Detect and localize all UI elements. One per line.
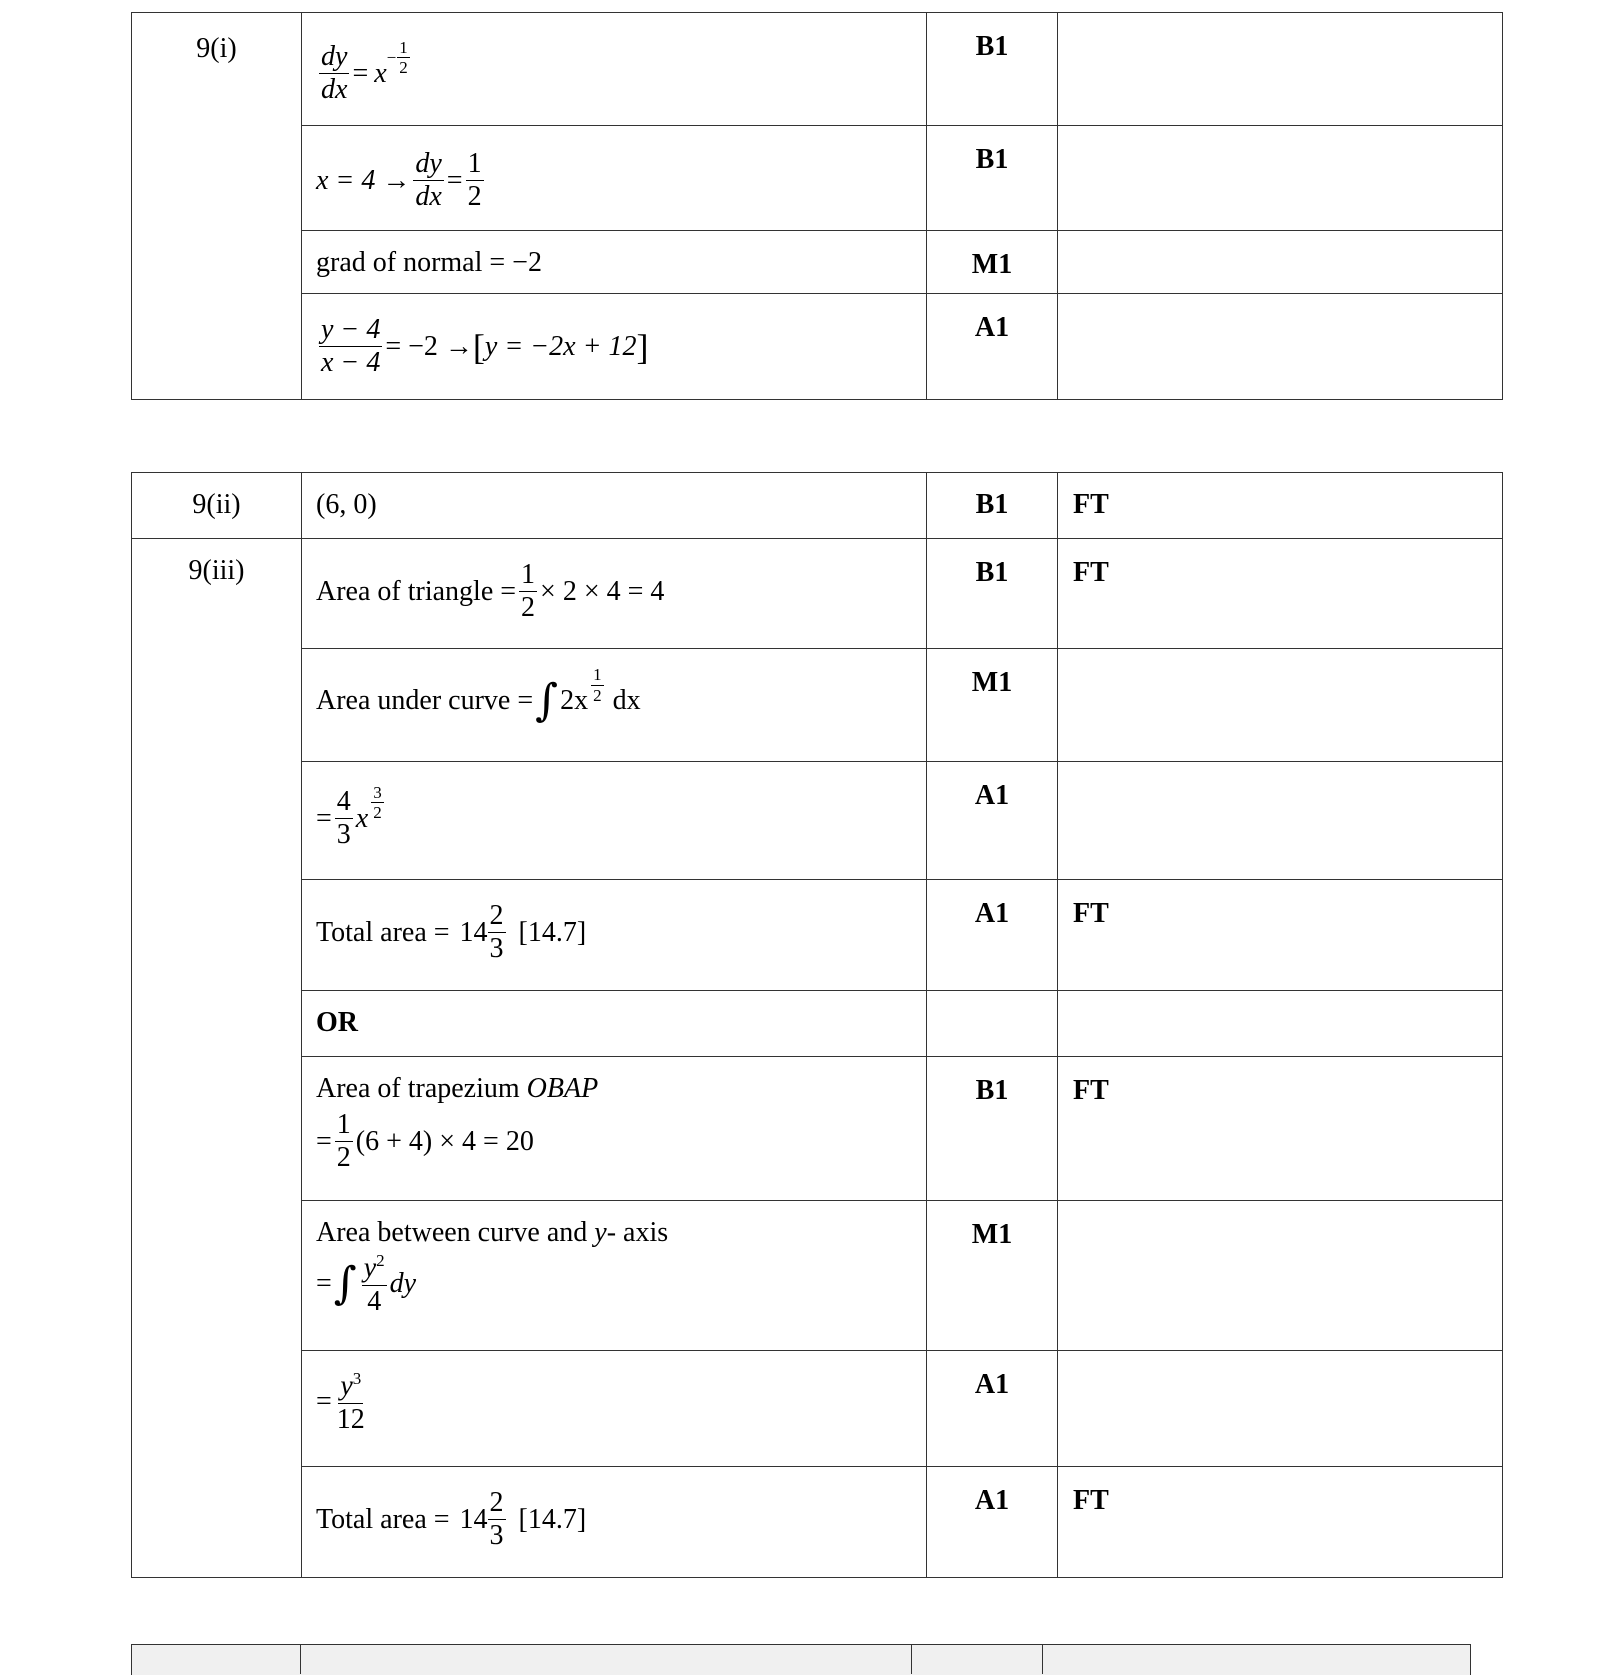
answer-normal-gradient: grad of normal = −2 xyxy=(316,247,542,278)
answer-cell xyxy=(302,649,927,762)
mark-cell: B1 xyxy=(927,473,1058,539)
answer-cell xyxy=(302,1201,927,1351)
mark-scheme-table-9i xyxy=(131,12,1503,400)
table-row xyxy=(132,294,1503,400)
mark-cell xyxy=(927,991,1058,1057)
answer-trapezium-area: = $\frac{1}{2}$ (6 + 4) × 4 = 20 xyxy=(316,1109,534,1174)
answer-cell xyxy=(302,1467,927,1578)
answer-normal-equation: $\frac{y - 4}{x - 4}$ = −2 → [ y = −2x + 12 ] xyxy=(321,314,649,379)
table-row xyxy=(132,126,1503,231)
table-row xyxy=(132,473,1503,539)
mark-cell: A1 xyxy=(927,294,1058,400)
table-row xyxy=(132,649,1503,762)
answer-cell xyxy=(302,1351,927,1467)
fraction: $\frac{2}{3}$ xyxy=(489,900,504,965)
answer-derivative: $\frac{dy}{dx}$ = x − $\frac{1}{2}$ xyxy=(316,13,926,106)
mark-cell: M1 xyxy=(927,1201,1058,1351)
answer-cell xyxy=(302,539,927,649)
answer-integral-result: = $\frac{4}{3}$ x $\frac{3}{2}$ xyxy=(316,782,382,851)
answer-cell xyxy=(302,13,927,126)
table-row xyxy=(132,762,1503,880)
answer-gradient: x = 4 → $\frac{dy}{dx}$ = $\frac{1}{2}$ xyxy=(316,148,482,213)
answer-trapezium-label: Area of trapezium OBAP xyxy=(316,1073,599,1104)
table-row xyxy=(132,1201,1503,1351)
answer-cell xyxy=(302,126,927,231)
guidance-cell xyxy=(1058,1351,1503,1467)
answer-total-area-alt: Total area = 14 $\frac{2}{3}$ [14.7] xyxy=(316,1487,587,1552)
next-table-header-strip xyxy=(131,1640,1471,1670)
answer-total-area: Total area = 14 $\frac{2}{3}$ [14.7] xyxy=(316,900,587,965)
guidance-cell: FT xyxy=(1058,880,1503,991)
mark-scheme-table-9ii-9iii xyxy=(131,472,1503,1578)
guidance-cell xyxy=(1058,1201,1503,1351)
answer-yaxis-integral: = ∫ $\frac{y^2}{4}$ dy xyxy=(316,1251,417,1317)
fraction: $\frac{y^2}{4}$ xyxy=(363,1251,385,1317)
table-row xyxy=(132,991,1503,1057)
answer-cell xyxy=(302,231,927,294)
question-number: 9(ii) xyxy=(192,489,241,520)
mark-cell: B1 xyxy=(927,13,1058,126)
guidance-cell xyxy=(1058,991,1503,1057)
table-row xyxy=(132,539,1503,649)
table-row xyxy=(132,1467,1503,1578)
fraction: $\frac{dy}{dx}$ xyxy=(321,41,348,106)
integral-sign: ∫ xyxy=(535,675,559,726)
mark-cell: B1 xyxy=(927,1057,1058,1201)
question-cell xyxy=(132,473,302,539)
guidance-cell xyxy=(1058,13,1503,126)
guidance-cell xyxy=(1058,762,1503,880)
answer-cell xyxy=(302,991,927,1057)
mark-cell: B1 xyxy=(927,126,1058,231)
answer-cell xyxy=(302,1057,927,1201)
answer-ycube: = $\frac{y^3}{12}$ xyxy=(316,1369,365,1435)
answer-cell xyxy=(302,762,927,880)
mark-cell: M1 xyxy=(927,231,1058,294)
guidance-cell: FT xyxy=(1058,1057,1503,1201)
answer-cell xyxy=(302,473,927,539)
guidance-cell xyxy=(1058,126,1503,231)
exponent: − $\frac{1}{2}$ xyxy=(386,37,408,78)
mark-cell: M1 xyxy=(927,649,1058,762)
mark-cell: B1 xyxy=(927,539,1058,649)
mark-cell: A1 xyxy=(927,762,1058,880)
guidance-cell xyxy=(1058,294,1503,400)
answer-point: (6, 0) xyxy=(316,489,377,520)
guidance-cell: FT xyxy=(1058,1467,1503,1578)
answer-triangle-area: Area of triangle = $\frac{1}{2}$ × 2 × 4 = 4 xyxy=(316,559,665,624)
mark-cell: A1 xyxy=(927,880,1058,991)
guidance-cell xyxy=(1058,649,1503,762)
fraction: $\frac{2}{3}$ xyxy=(489,1487,504,1552)
guidance-cell: FT xyxy=(1058,539,1503,649)
fraction: $\frac{1}{2}$ xyxy=(467,148,482,213)
guidance-cell: FT xyxy=(1058,473,1503,539)
answer-yaxis-label: Area between curve and y- axis xyxy=(316,1217,669,1248)
question-number: 9(iii) xyxy=(188,555,245,586)
guidance-cell xyxy=(1058,231,1503,294)
table-row xyxy=(132,880,1503,991)
table-row xyxy=(132,13,1503,126)
fraction: $\frac{y - 4}{x - 4}$ xyxy=(321,314,381,379)
fraction: $\frac{1}{2}$ xyxy=(336,1109,351,1174)
answer-cell xyxy=(302,880,927,991)
question-number: 9(i) xyxy=(196,33,237,64)
fraction: $\frac{1}{2}$ xyxy=(521,559,536,624)
mark-cell: A1 xyxy=(927,1351,1058,1467)
table-row xyxy=(132,1057,1503,1201)
table-row xyxy=(132,231,1503,294)
or-label: OR xyxy=(316,1007,358,1038)
exponent: $\frac{1}{2}$ xyxy=(593,664,602,705)
answer-cell xyxy=(302,294,927,400)
table-row xyxy=(132,1351,1503,1467)
fraction: $\frac{dy}{dx}$ xyxy=(415,148,442,213)
answer-area-integral: Area under curve = ∫ 2x $\frac{1}{2}$ dx xyxy=(316,664,641,726)
exponent: $\frac{3}{2}$ xyxy=(373,782,382,823)
mark-cell: A1 xyxy=(927,1467,1058,1578)
question-cell xyxy=(132,539,302,1578)
question-cell xyxy=(132,13,302,400)
fraction: $\frac{y^3}{12}$ xyxy=(336,1369,365,1435)
fraction: $\frac{4}{3}$ xyxy=(336,786,351,851)
integral-sign: ∫ xyxy=(333,1258,357,1310)
